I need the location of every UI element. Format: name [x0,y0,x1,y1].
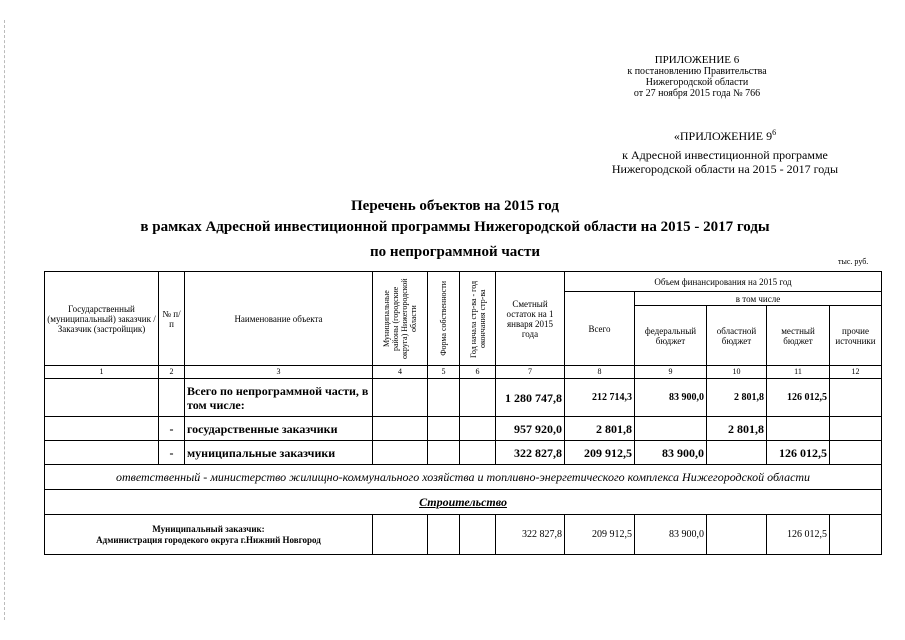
col-number: 5 [428,366,460,379]
header-object-name: Наименование объекта [185,272,373,366]
header-ownership-cell [428,272,460,366]
document-heading [60,196,850,263]
muni-customer-sum: 209 912,5 [565,515,635,555]
table-row-state-customers [45,417,882,441]
table-row-responsible [45,465,882,490]
header-local: местный бюджет [767,306,830,366]
appendix-6-line2: к постановлению Правительства [627,66,767,77]
cell-empty [460,515,496,555]
header-ownership: Форма собственности [439,281,448,356]
cell-empty [428,515,460,555]
table-row-construction [45,490,882,515]
cell-empty [45,441,159,465]
construction-section-title: Строительство [45,490,882,515]
col-number: 11 [767,366,830,379]
col-number: 6 [460,366,496,379]
cell-empty [373,417,428,441]
cell-empty [373,441,428,465]
appendix-9-title: «ПРИЛОЖЕНИЕ 9 [673,129,773,143]
appendix-6-line4: от 27 ноября 2015 года № 766 [633,88,761,99]
header-years-cell [460,272,496,366]
col-number: 2 [159,366,185,379]
state-sum: 2 801,8 [565,417,635,441]
header-financing-volume: Объем финансирования на 2015 год [565,272,882,292]
header-estimated-balance: Сметный остаток на 1 января 2015 года [496,272,565,366]
appendix-6-block [612,55,782,99]
col-number: 10 [707,366,767,379]
municipal-label: муниципальные заказчики [185,441,373,465]
total-regional: 2 801,8 [707,379,767,417]
cell-empty [767,417,830,441]
muni-customer-federal: 83 900,0 [635,515,707,555]
column-numbers-row [45,366,882,379]
table-row-municipal-customers [45,441,882,465]
header-federal: федеральный бюджет [635,306,707,366]
cell-empty [45,379,159,417]
municipal-local: 126 012,5 [767,441,830,465]
col-number: 8 [565,366,635,379]
cell-empty [373,379,428,417]
cell-empty [428,417,460,441]
heading-line1: Перечень объектов на 2015 год [351,198,559,214]
appendix-6-line3: Нижегородской области [645,77,749,88]
cell-empty [428,441,460,465]
header-customer: Государственный (муниципальный) заказчик / Заказчик (застройщик) [45,272,159,366]
state-label: государственные заказчики [185,417,373,441]
cell-empty [159,379,185,417]
header-row-1 [45,272,882,292]
municipal-balance: 322 827,8 [496,441,565,465]
scan-edge-line [4,20,5,620]
cell-empty [45,417,159,441]
heading-line2: в рамках Адресной инвестиционной программы Нижегородской области на 2015 - 2017 годы [140,219,770,235]
state-balance: 957 920,0 [496,417,565,441]
total-federal: 83 900,0 [635,379,707,417]
municipal-federal: 83 900,0 [635,441,707,465]
appendix-9-title-line [590,126,860,143]
appendix-9-block [590,126,860,176]
col-number: 4 [373,366,428,379]
col-number: 3 [185,366,373,379]
appendix-6-title: ПРИЛОЖЕНИЕ 6 [654,54,740,66]
objects-table [44,271,882,555]
muni-customer-balance: 322 827,8 [496,515,565,555]
total-sum: 212 714,3 [565,379,635,417]
state-regional: 2 801,8 [707,417,767,441]
header-other: прочие источники [830,306,882,366]
col-number: 1 [45,366,159,379]
state-dash: - [159,417,185,441]
cell-empty [460,441,496,465]
responsible-text: ответственный - министерство жилищно-коммунального хозяйства и топливно-энергетического комплекса Нижегородской области [45,465,882,490]
cell-empty [707,441,767,465]
header-regional: областной бюджет [707,306,767,366]
appendix-9-line2: к Адресной инвестиционной программе [622,148,828,162]
header-total: Всего [565,292,635,366]
muni-customer-local: 126 012,5 [767,515,830,555]
municipal-dash: - [159,441,185,465]
cell-empty [830,417,882,441]
total-local: 126 012,5 [767,379,830,417]
heading-line3: по непрограммной части [370,244,540,260]
units-label: тыс. руб. [838,257,869,266]
header-districts: Муниципальные районы (городские округа) Нижегородской области [382,278,418,359]
appendix-9-superscript: 6 [772,128,777,137]
total-balance: 1 280 747,8 [496,379,565,417]
muni-customer-label [45,515,373,555]
total-label: Всего по непрограммной части, в том числе: [185,379,373,417]
cell-empty [707,515,767,555]
header-number: № п/п [159,272,185,366]
cell-empty [635,417,707,441]
cell-empty [830,441,882,465]
muni-customer-label-line2: Администрация городекого округа г.Нижний Новгород [96,534,321,545]
header-districts-cell [373,272,428,366]
municipal-sum: 209 912,5 [565,441,635,465]
appendix-9-line3: Нижегородской области на 2015 - 2017 годы [611,162,839,176]
cell-empty [460,379,496,417]
header-including: в том числе [635,292,882,306]
col-number: 9 [635,366,707,379]
col-number: 12 [830,366,882,379]
table-row-municipal-customer-detail [45,515,882,555]
cell-empty [830,515,882,555]
cell-empty [830,379,882,417]
muni-customer-label-line1: Муниципальный заказчик: [152,523,265,534]
header-years: Год начала стр-ва - год окончания стр-ва [468,279,487,358]
cell-empty [373,515,428,555]
table-row-total [45,379,882,417]
cell-empty [460,417,496,441]
cell-empty [428,379,460,417]
col-number: 7 [496,366,565,379]
